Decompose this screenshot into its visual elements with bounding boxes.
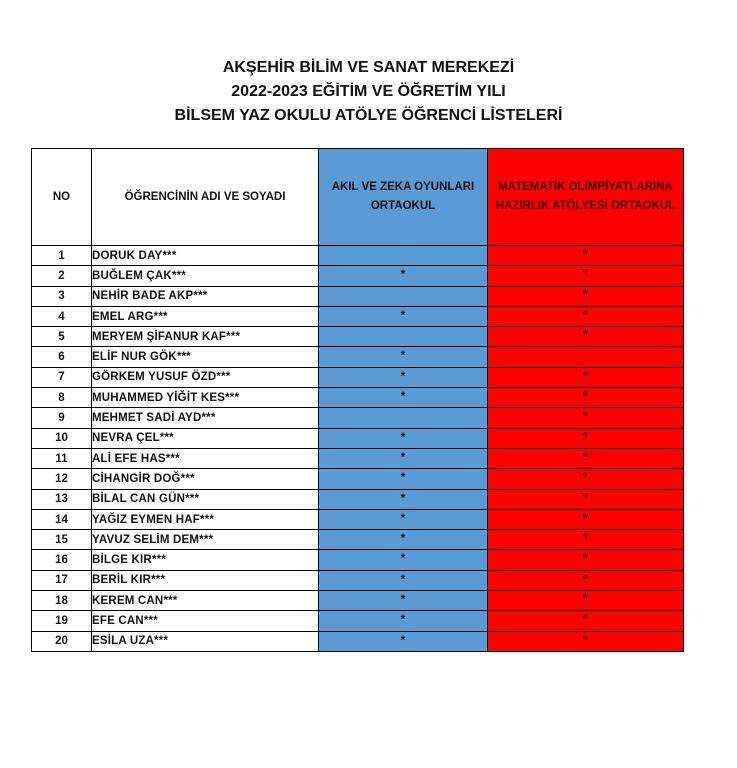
matematik-mark: * [488, 306, 684, 326]
table-row [32, 266, 684, 286]
akil-zeka-mark: * [319, 550, 488, 570]
akil-zeka-mark: * [319, 469, 488, 489]
header-student-name: ÖĞRENCİNİN ADI VE SOYADI [92, 149, 319, 246]
student-name: BİLAL CAN GÜN*** [92, 489, 319, 509]
matematik-mark: * [488, 428, 684, 448]
student-name: BİLGE KIR*** [92, 550, 319, 570]
student-name: GÖRKEM YUSUF ÖZD*** [92, 367, 319, 387]
document-title [0, 56, 737, 128]
akil-zeka-mark: * [319, 388, 488, 408]
table-row [32, 246, 684, 266]
row-number: 14 [32, 509, 92, 529]
row-number: 12 [32, 469, 92, 489]
table-body [32, 246, 684, 652]
header-matematik: MATEMATİK OLİMPİYATLARINA HAZIRLIK ATÖLYESİ ORTAOKUL [488, 149, 684, 246]
title-line-list-name: BİLSEM YAZ OKULU ATÖLYE ÖĞRENCİ LİSTELERİ [174, 107, 563, 124]
header-akil-zeka: AKIL VE ZEKA OYUNLARI ORTAOKUL [319, 149, 488, 246]
row-number: 18 [32, 591, 92, 611]
student-name: BUĞLEM ÇAK*** [92, 266, 319, 286]
matematik-mark: * [488, 631, 684, 651]
matematik-mark: * [488, 509, 684, 529]
student-name: CİHANGİR DOĞ*** [92, 469, 319, 489]
akil-zeka-mark: * [319, 367, 488, 387]
akil-zeka-mark [319, 286, 488, 306]
row-number: 19 [32, 611, 92, 631]
row-number: 11 [32, 448, 92, 468]
table-row [32, 489, 684, 509]
title-line-academic-year: 2022-2023 EĞİTİM VE ÖĞRETİM YILI [231, 83, 506, 100]
akil-zeka-mark: * [319, 631, 488, 651]
row-number: 16 [32, 550, 92, 570]
table-row [32, 347, 684, 367]
table-row [32, 388, 684, 408]
matematik-mark: * [488, 246, 684, 266]
matematik-mark: * [488, 550, 684, 570]
table-row [32, 408, 684, 428]
student-name: EMEL ARG*** [92, 306, 319, 326]
row-number: 13 [32, 489, 92, 509]
matematik-mark: * [488, 286, 684, 306]
akil-zeka-mark: * [319, 570, 488, 590]
table-row [32, 286, 684, 306]
akil-zeka-mark: * [319, 428, 488, 448]
matematik-mark: * [488, 448, 684, 468]
matematik-mark: * [488, 367, 684, 387]
student-name: MERYEM ŞİFANUR KAF*** [92, 327, 319, 347]
student-name: ALİ EFE HAS*** [92, 448, 319, 468]
matematik-mark: * [488, 530, 684, 550]
row-number: 3 [32, 286, 92, 306]
akil-zeka-mark [319, 246, 488, 266]
row-number: 4 [32, 306, 92, 326]
row-number: 8 [32, 388, 92, 408]
akil-zeka-mark [319, 408, 488, 428]
student-name: BERİL KIR*** [92, 570, 319, 590]
student-name: ESİLA UZA*** [92, 631, 319, 651]
table-row [32, 509, 684, 529]
table-header-row [32, 149, 684, 246]
row-number: 17 [32, 570, 92, 590]
table-row [32, 570, 684, 590]
table-row [32, 550, 684, 570]
matematik-mark [488, 347, 684, 367]
student-roster-table [31, 148, 684, 652]
row-number: 20 [32, 631, 92, 651]
table-row [32, 591, 684, 611]
row-number: 10 [32, 428, 92, 448]
matematik-mark: * [488, 469, 684, 489]
akil-zeka-mark: * [319, 530, 488, 550]
matematik-mark: * [488, 611, 684, 631]
matematik-mark: * [488, 591, 684, 611]
student-name: MEHMET SADİ AYD*** [92, 408, 319, 428]
matematik-mark: * [488, 388, 684, 408]
table-row [32, 631, 684, 651]
table-row [32, 367, 684, 387]
akil-zeka-mark: * [319, 591, 488, 611]
matematik-mark: * [488, 489, 684, 509]
table-row [32, 327, 684, 347]
student-name: YAĞIZ EYMEN HAF*** [92, 509, 319, 529]
akil-zeka-mark: * [319, 489, 488, 509]
table-row [32, 611, 684, 631]
akil-zeka-mark: * [319, 266, 488, 286]
akil-zeka-mark: * [319, 306, 488, 326]
student-name: EFE CAN*** [92, 611, 319, 631]
matematik-mark: * [488, 570, 684, 590]
student-name: DORUK DAY*** [92, 246, 319, 266]
table-row [32, 428, 684, 448]
matematik-mark: * [488, 408, 684, 428]
student-name: NEVRA ÇEL*** [92, 428, 319, 448]
row-number: 1 [32, 246, 92, 266]
table-row [32, 530, 684, 550]
matematik-mark: * [488, 327, 684, 347]
row-number: 15 [32, 530, 92, 550]
student-name: KEREM CAN*** [92, 591, 319, 611]
student-name: NEHİR BADE AKP*** [92, 286, 319, 306]
title-line-institution: AKŞEHİR BİLİM VE SANAT MEREKEZİ [222, 59, 515, 76]
matematik-mark: * [488, 266, 684, 286]
akil-zeka-mark [319, 327, 488, 347]
akil-zeka-mark: * [319, 509, 488, 529]
akil-zeka-mark: * [319, 448, 488, 468]
student-name: MUHAMMED YİĞİT KES*** [92, 388, 319, 408]
row-number: 5 [32, 327, 92, 347]
row-number: 6 [32, 347, 92, 367]
table-row [32, 448, 684, 468]
header-no: NO [32, 149, 92, 246]
table-row [32, 306, 684, 326]
student-name: YAVUZ SELİM DEM*** [92, 530, 319, 550]
row-number: 7 [32, 367, 92, 387]
table-row [32, 469, 684, 489]
akil-zeka-mark: * [319, 611, 488, 631]
row-number: 9 [32, 408, 92, 428]
akil-zeka-mark: * [319, 347, 488, 367]
row-number: 2 [32, 266, 92, 286]
student-name: ELİF NUR GÖK*** [92, 347, 319, 367]
